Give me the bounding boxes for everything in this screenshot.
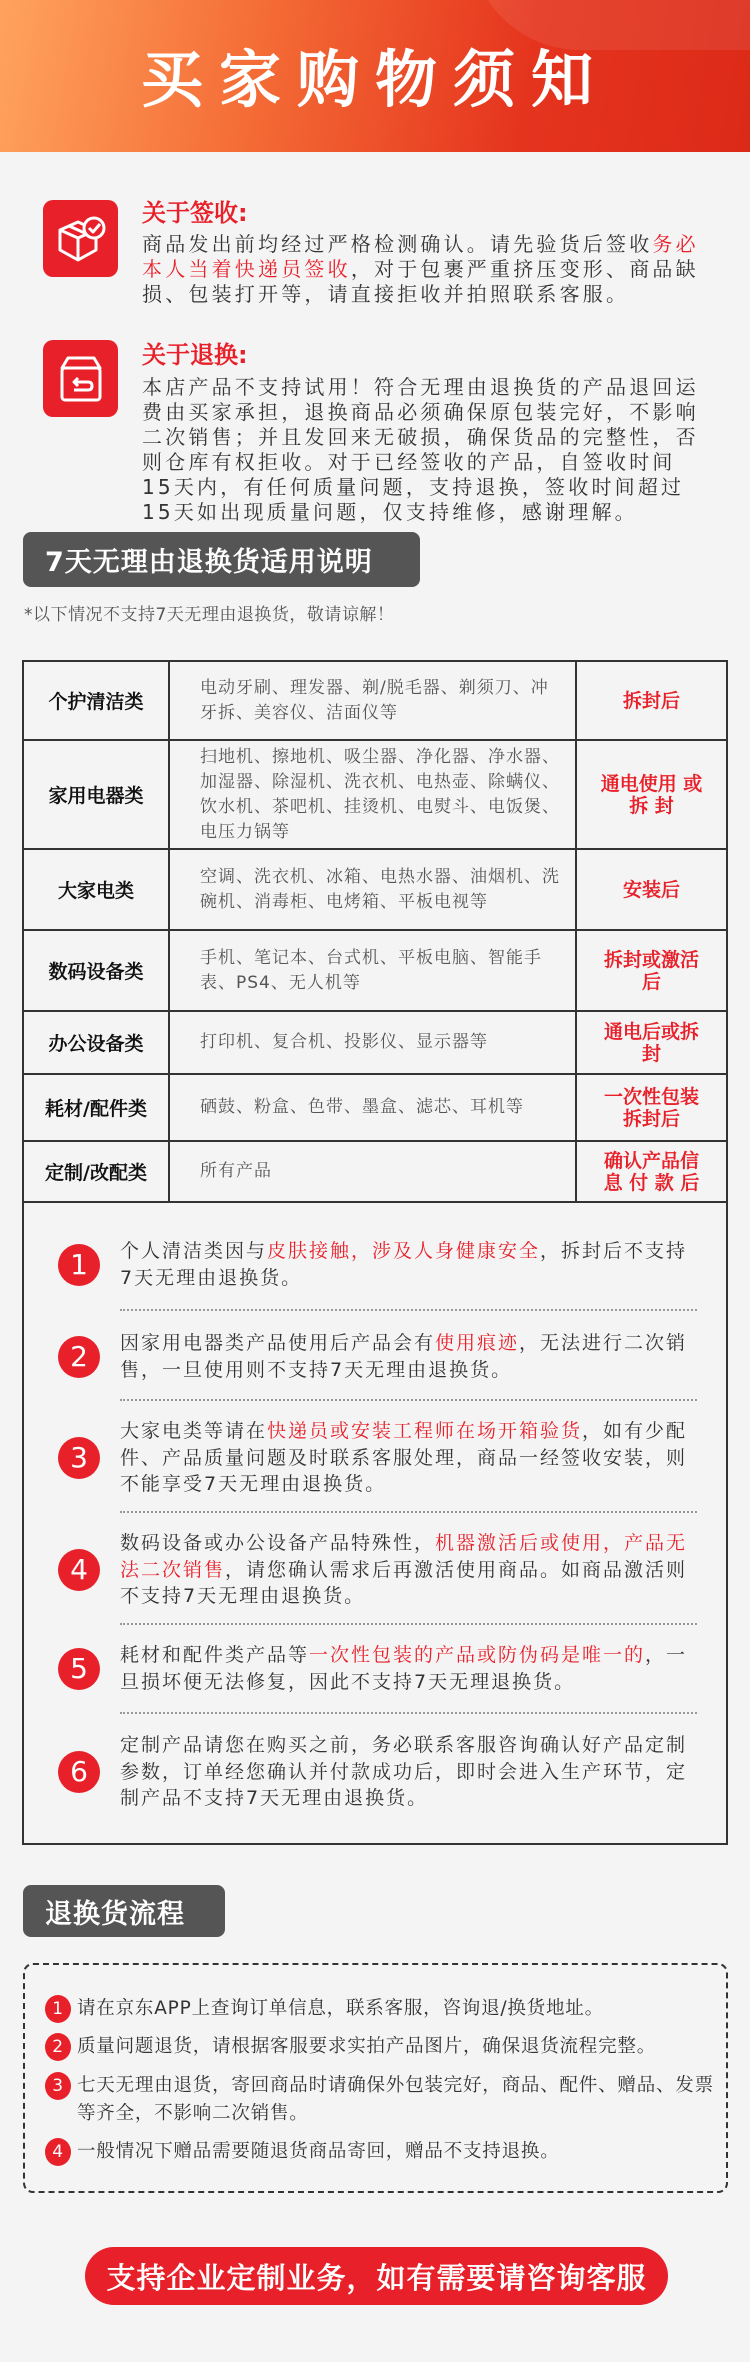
highlight-text: 务必本人当着快递员签收 (142, 232, 699, 281)
highlight-text: 皮肤接触，涉及人身健康安全 (267, 1240, 541, 1262)
table-row (23, 1074, 727, 1141)
note-text (120, 1418, 700, 1498)
dotted-divider (120, 1399, 697, 1401)
notice-body-sign (142, 232, 702, 307)
notice-title-sign: 关于签收: (142, 199, 248, 227)
body-text: 本店产品不支持试用！符合无理由退换货的产品退回运费由买家承担，退换商品必须确保原包装完好，不影响二次销售；并且发回来无破损，确保货品的完整性，否则仓库有权拒收。对于已经签收的产品，自签收时间15天内，有任何质量问题，支持退换，签收时间超过15天如出现质量问题，仅支持维修，感谢理解。 (142, 375, 699, 524)
number-badge: 1 (58, 1244, 100, 1286)
process-step (45, 2138, 715, 2166)
category-cell: 家用电器类 (23, 740, 169, 849)
dotted-divider (120, 1712, 697, 1714)
number-badge: 5 (58, 1648, 100, 1690)
category-cell: 大家电类 (23, 849, 169, 930)
step-text: 一般情况下赠品需要随退货商品寄回，赠品不支持退换。 (77, 2141, 560, 2162)
number-badge: 3 (58, 1437, 100, 1479)
body-text: ，拆封后不支持7天无理由退换货。 (120, 1240, 688, 1289)
step-number-badge: 4 (45, 2138, 71, 2166)
custom-business-banner[interactable]: 支持企业定制业务，如有需要请咨询客服 (85, 2247, 668, 2305)
policy-notes-box (22, 1202, 728, 1845)
body-text: 大家电类等请在 (120, 1420, 268, 1442)
number-badge: 2 (58, 1336, 100, 1378)
items-cell: 所有产品 (169, 1141, 576, 1202)
items-cell: 电动牙刷、理发器、剃/脱毛器、剃须刀、冲牙拆、美容仪、洁面仪等 (169, 661, 576, 740)
page-title: 买家购物须知 (140, 43, 609, 116)
category-cell: 个护清洁类 (23, 661, 169, 740)
box-return-icon (43, 340, 118, 417)
condition-cell: 拆封或激活后 (576, 930, 727, 1011)
policy-note: *以下情况不支持7天无理由退换货，敬请谅解！ (24, 605, 395, 625)
category-cell: 办公设备类 (23, 1011, 169, 1074)
body-text: 定制产品请您在购买之前，务必联系客服咨询确认好产品定制参数，订单经您确认并付款成功后，即时会进入生产环节，定制产品不支持7天无理由退换货。 (120, 1734, 688, 1809)
note-text (120, 1530, 700, 1610)
body-text: 因家用电器类产品使用后产品会有 (120, 1332, 436, 1354)
section-label-process: 退换货流程 (23, 1885, 225, 1937)
items-cell: 手机、笔记本、台式机、平板电脑、智能手表、PS4、无人机等 (169, 930, 576, 1011)
condition-cell: 通电后或拆封 (576, 1011, 727, 1074)
section-label-7day: 7天无理由退换货适用说明 (23, 532, 420, 587)
step-number-badge: 2 (45, 2033, 71, 2061)
step-number-badge: 1 (45, 1995, 71, 2023)
note-text (120, 1330, 700, 1383)
body-text: ，一旦损坏便无法修复，因此不支持7天无理退换货。 (120, 1644, 688, 1693)
table-row (23, 1011, 727, 1074)
table-row (23, 1141, 727, 1202)
body-text: ，如有少配件、产品质量问题及时联系客服处理，商品一经签收安装，则不能享受7天无理由退换货。 (120, 1420, 688, 1495)
dotted-divider (120, 1623, 697, 1625)
items-cell: 空调、洗衣机、冰箱、电热水器、油烟机、洗碗机、消毒柜、电烤箱、平板电视等 (169, 849, 576, 930)
items-cell: 打印机、复合机、投影仪、显示器等 (169, 1011, 576, 1074)
body-text: 耗材和配件类产品等 (120, 1644, 310, 1666)
policy-table (22, 660, 728, 1203)
number-badge: 4 (58, 1549, 100, 1591)
step-text: 七天无理由退货，寄回商品时请确保外包装完好，商品、配件、赠品、发票等齐全，不影响二次销售。 (77, 2075, 714, 2124)
notice-body-return (142, 375, 702, 525)
step-text: 请在京东APP上查询订单信息，联系客服，咨询退/换货地址。 (77, 1998, 604, 2019)
step-text: 质量问题退货，请根据客服要求实拍产品图片，确保退货流程完整。 (77, 2036, 657, 2057)
body-text: 商品发出前均经过严格检测确认。请先验货后签收 (142, 232, 653, 256)
items-cell: 扫地机、擦地机、吸尘器、净化器、净水器、加湿器、除湿机、洗衣机、电热壶、除螨仪、饮水机、茶吧机、挂烫机、电熨斗、电饭煲、电压力锅等 (169, 740, 576, 849)
number-badge: 6 (58, 1751, 100, 1793)
process-step (45, 2033, 715, 2061)
dotted-divider (120, 1309, 697, 1311)
notice-title-return: 关于退换: (142, 341, 248, 369)
body-text: ，无法进行二次销售，一旦使用则不支持7天无理由退换货。 (120, 1332, 688, 1381)
condition-cell: 确认产品信 息 付 款 后 (576, 1141, 727, 1202)
header-banner (0, 0, 750, 152)
body-text: ，请您确认需求后再激活使用商品。如商品激活则不支持7天无理由退换货。 (120, 1558, 688, 1607)
note-text (120, 1238, 700, 1291)
table-row (23, 930, 727, 1011)
highlight-text: 一次性包装的产品或防伪码是唯一的 (309, 1644, 646, 1666)
highlight-text: 快递员或安装工程师在场开箱验货 (267, 1420, 583, 1442)
highlight-text: 机器激活后或使用，产品无法二次销售 (120, 1532, 688, 1581)
table-row (23, 849, 727, 930)
category-cell: 数码设备类 (23, 930, 169, 1011)
note-text (120, 1732, 700, 1812)
process-step (45, 2072, 715, 2128)
process-step (45, 1995, 715, 2023)
dotted-divider (120, 1511, 697, 1513)
process-steps-box (23, 1963, 728, 2193)
category-cell: 定制/改配类 (23, 1141, 169, 1202)
body-text: 个人清洁类因与 (120, 1240, 268, 1262)
table-row (23, 661, 727, 740)
condition-cell: 通电使用 或 拆 封 (576, 740, 727, 849)
body-text: 数码设备或办公设备产品特殊性， (120, 1532, 436, 1554)
condition-cell: 安装后 (576, 849, 727, 930)
table-row (23, 740, 727, 849)
note-text (120, 1642, 700, 1695)
step-number-badge: 3 (45, 2072, 71, 2100)
category-cell: 耗材/配件类 (23, 1074, 169, 1141)
highlight-text: 使用痕迹 (435, 1332, 520, 1354)
items-cell: 硒鼓、粉盒、色带、墨盒、滤芯、耳机等 (169, 1074, 576, 1141)
condition-cell: 一次性包装拆封后 (576, 1074, 727, 1141)
body-text: ，对于包裹严重挤压变形、商品缺损、包装打开等，请直接拒收并拍照联系客服。 (142, 257, 699, 306)
box-check-icon (43, 200, 118, 277)
condition-cell: 拆封后 (576, 661, 727, 740)
